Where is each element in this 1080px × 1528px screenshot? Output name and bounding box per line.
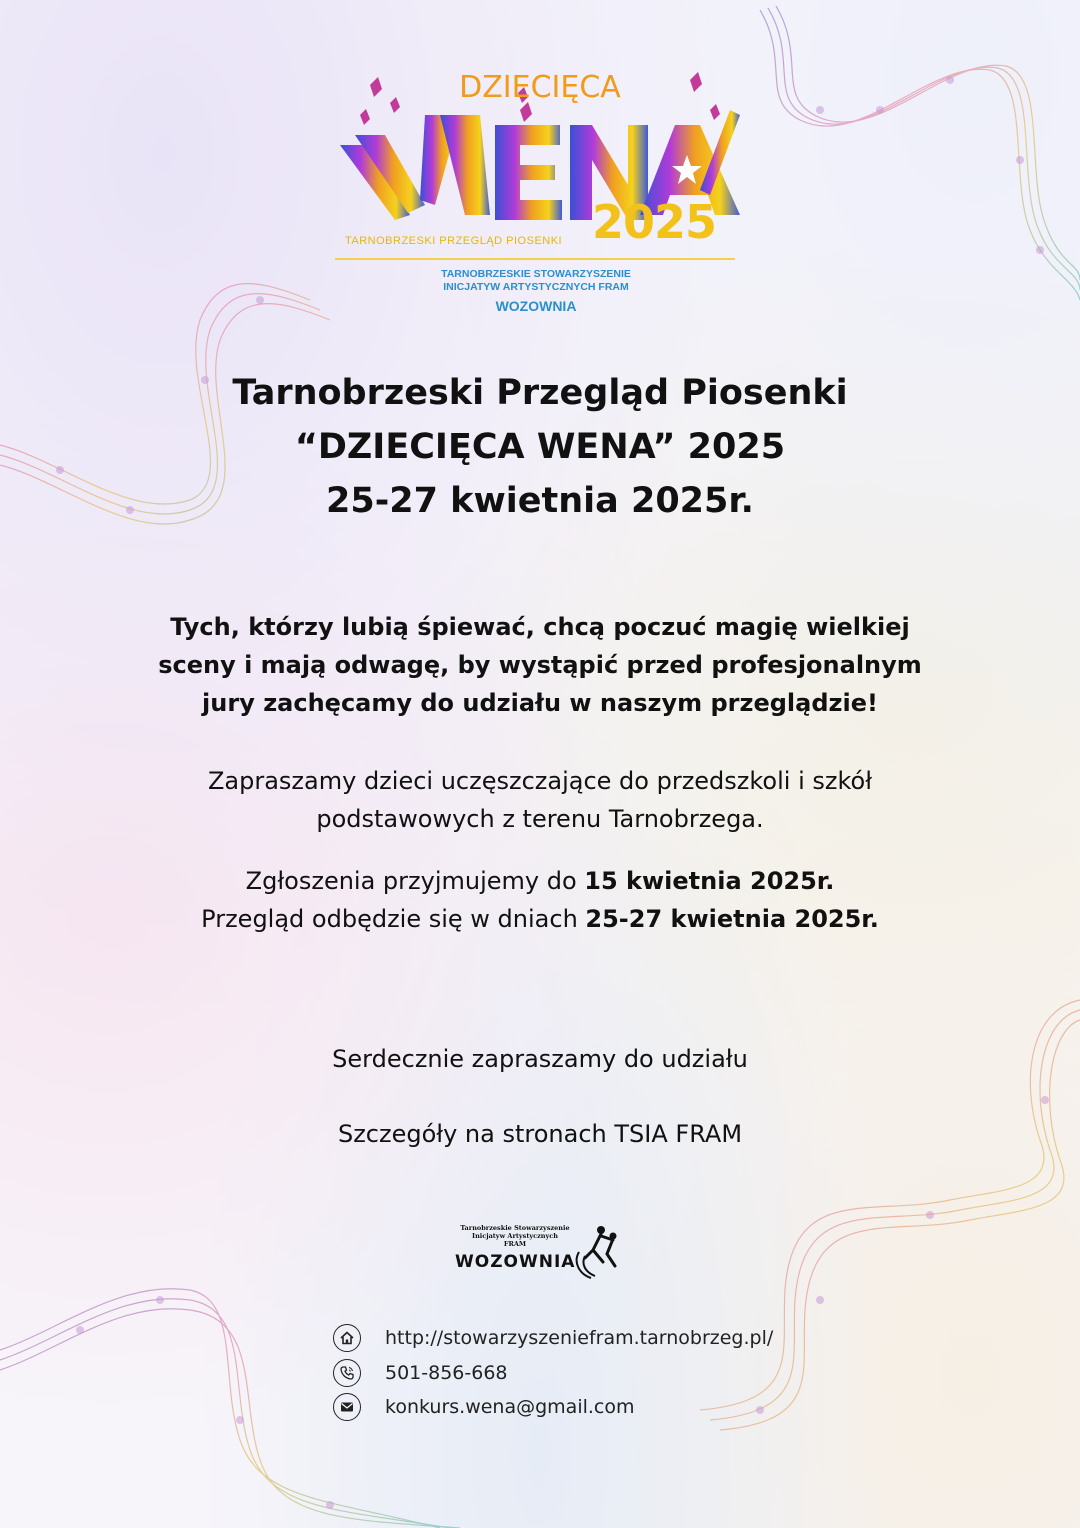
wozownia-logo-name: WOZOWNIA xyxy=(455,1252,576,1272)
wozownia-logo-text xyxy=(455,1224,575,1248)
deadline-date: 15 kwietnia 2025r. xyxy=(584,867,835,895)
logo-top-word: DZIECIĘCA xyxy=(459,70,621,105)
deadline-paragraph xyxy=(0,862,1080,938)
lead-line-3: jury zachęcamy do udziału w naszym przeglądzie! xyxy=(202,689,878,717)
lead-paragraph xyxy=(0,608,1080,722)
dancers-icon xyxy=(573,1222,623,1282)
title-line-1: Tarnobrzeski Przegląd Piosenki xyxy=(232,373,848,413)
closing-text: Serdecznie zapraszamy do udziału xyxy=(332,1045,748,1073)
wozownia-logo-line-1: Tarnobrzeskie Stowarzyszenie xyxy=(460,1224,570,1232)
logo-tagline: TARNOBRZESKI PRZEGLĄD PIOSENKI xyxy=(345,235,563,247)
wozownia-logo-line-2: Inicjatyw Artystycznych xyxy=(472,1232,558,1240)
lead-line-2: sceny i mają odwagę, by wystąpić przed profesjonalnym xyxy=(158,651,922,679)
org-line-2: INICJATYW ARTYSTYCZNYCH FRAM xyxy=(443,281,629,293)
page-title xyxy=(0,366,1080,528)
title-line-2: “DZIECIĘCA WENA” 2025 xyxy=(294,427,786,467)
deadline-prefix: Zgłoszenia przyjmujemy do xyxy=(245,867,585,895)
website-link[interactable]: http://stowarzyszeniefram.tarnobrzeg.pl/ xyxy=(385,1327,774,1349)
invite-paragraph xyxy=(0,762,1080,838)
event-prefix: Przegląd odbędzie się w dniach xyxy=(201,905,586,933)
contact-website[interactable] xyxy=(333,1323,773,1353)
org-line-1: TARNOBRZESKIE STOWARZYSZENIE xyxy=(441,268,631,280)
phone-number[interactable]: 501-856-668 xyxy=(385,1362,508,1384)
org-name: WOZOWNIA xyxy=(495,298,577,314)
logo-organization xyxy=(330,268,742,294)
wozownia-logo xyxy=(455,1222,625,1282)
logo-divider xyxy=(335,258,735,260)
mail-icon xyxy=(333,1393,361,1421)
home-icon xyxy=(333,1324,361,1352)
title-line-3: 25-27 kwietnia 2025r. xyxy=(326,481,754,521)
wozownia-logo-line-3: FRAM xyxy=(503,1240,527,1248)
contact-phone[interactable] xyxy=(333,1358,508,1388)
logo-year: 2025 xyxy=(592,195,717,249)
deadline-line xyxy=(0,862,1080,900)
dziecieca-wena-logo xyxy=(330,55,750,315)
email-link[interactable]: konkurs.wena@gmail.com xyxy=(385,1396,635,1418)
event-line xyxy=(0,900,1080,938)
invite-line-1: Zapraszamy dzieci uczęszczające do przedszkoli i szkół xyxy=(207,767,873,795)
contact-email[interactable] xyxy=(333,1392,635,1422)
lead-line-1: Tych, którzy lubią śpiewać, chcą poczuć magię wielkiej xyxy=(170,613,910,641)
event-dates: 25-27 kwietnia 2025r. xyxy=(585,905,879,933)
invite-line-2: podstawowych z terenu Tarnobrzega. xyxy=(316,805,764,833)
details-text: Szczegóły na stronach TSIA FRAM xyxy=(337,1120,743,1148)
phone-icon xyxy=(333,1359,361,1387)
